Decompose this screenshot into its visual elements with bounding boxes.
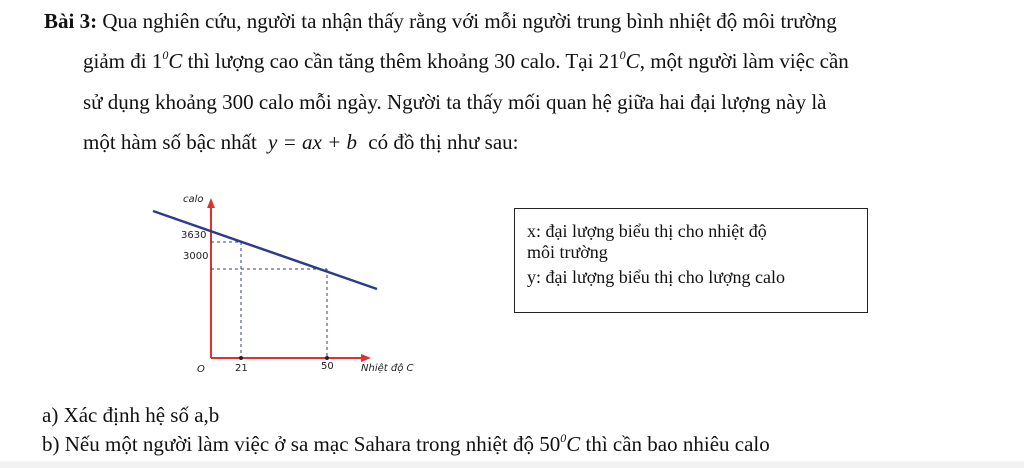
temp-21-sup: 0 xyxy=(619,48,626,62)
temp-50-sup: 0 xyxy=(560,431,567,445)
temp-1deg xyxy=(152,49,183,73)
legend-x-line: x: đại lượng biểu thị cho nhiệt độ xyxy=(527,221,767,241)
problem-text-1: Qua nghiên cứu, người ta nhận thấy rằng với mỗi người trung bình nhiệt độ môi trường xyxy=(102,9,837,33)
temp-50deg xyxy=(539,432,580,456)
question-a-text: a) Xác định hệ số a,b xyxy=(42,403,220,427)
problem-text-4a: một hàm số bậc nhất xyxy=(83,130,257,154)
legend-x-line-2: môi trường xyxy=(527,242,608,262)
problem-label: Bài 3: xyxy=(44,9,98,33)
problem-line-4 xyxy=(83,129,518,155)
x-tick-21: 21 xyxy=(235,363,248,374)
y-tick-3000: 3000 xyxy=(183,251,209,262)
y-axis-arrow xyxy=(207,198,215,208)
x-tick-50: 50 xyxy=(321,361,334,372)
x-axis-arrow xyxy=(361,354,371,362)
temp-1-unit: C xyxy=(168,49,183,73)
function-line xyxy=(153,211,377,289)
temp-1-sup: 0 xyxy=(162,48,169,62)
problem-text-2b: thì lượng cao cần tăng thêm khoảng 30 calo. Tại xyxy=(187,49,594,73)
temp-50-value: 50 xyxy=(539,432,561,456)
legend-y-line: y: đại lượng biểu thị cho lượng calo xyxy=(527,267,786,287)
problem-text-2a: giảm đi xyxy=(83,49,147,73)
problem-text-2c: , một người làm việc cần xyxy=(639,49,849,73)
temp-50-unit: C xyxy=(566,432,581,456)
tick-point-21 xyxy=(239,356,243,360)
problem-text-3: sử dụng khoảng 300 calo mỗi ngày. Người ta thấy mối quan hệ giữa hai đại lượng này là xyxy=(83,90,827,114)
linear-graph xyxy=(145,180,435,380)
problem-line-2 xyxy=(83,48,849,74)
temp-1-value: 1 xyxy=(151,49,163,73)
x-axis-label: Nhiệt độ C xyxy=(361,363,414,374)
origin-label: O xyxy=(197,364,205,375)
problem-line-1 xyxy=(44,8,837,34)
question-a xyxy=(42,402,219,428)
question-b-text: b) Nếu một người làm việc ở sa mạc Sahara trong nhiệt độ xyxy=(42,432,534,456)
problem-line-3 xyxy=(83,89,826,115)
variable-legend-box xyxy=(514,208,868,313)
y-tick-3630: 3630 xyxy=(181,230,207,241)
linear-formula: y = ax + b xyxy=(268,130,358,154)
question-b xyxy=(42,431,770,457)
problem-text-4b: có đồ thị như sau: xyxy=(368,130,519,154)
y-axis-label: calo xyxy=(183,194,204,205)
temp-21deg xyxy=(599,49,640,73)
temp-21-value: 21 xyxy=(598,49,620,73)
bottom-edge xyxy=(0,461,1024,468)
tick-point-50 xyxy=(325,356,329,360)
temp-21-unit: C xyxy=(625,49,640,73)
question-b-tail: thì cần bao nhiêu calo xyxy=(585,432,770,456)
